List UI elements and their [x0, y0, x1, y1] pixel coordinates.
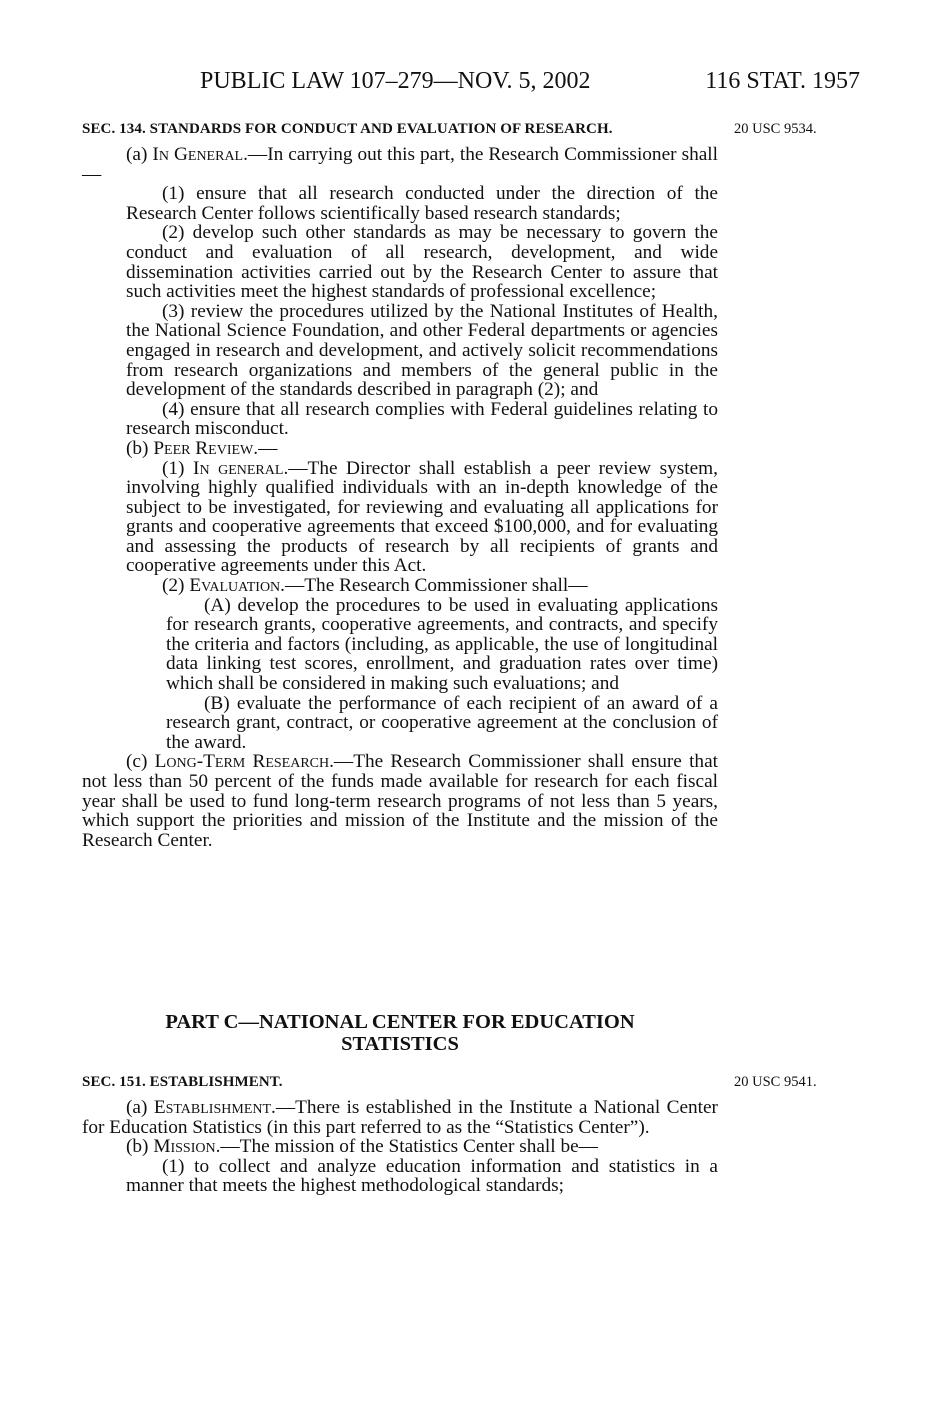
subsection-c: (c) Long-Term Research.—The Research Commissioner shall ensure that not less than 50 percent of the funds made available for research for each fiscal year shall be used to fund long-term research programs of not less than 5 years, which support the priorities and mission of the Institute and the mission of the Research Center. [82, 751, 718, 851]
subsection-a: (a) In General.—In carrying out this part, the Research Commissioner shall— [82, 144, 718, 185]
part-c-heading [82, 1011, 718, 1055]
paragraph-a4: (4) ensure that all research complies with Federal guidelines relating to research misconduct. [126, 398, 718, 440]
part-c-heading-line1: PART C—NATIONAL CENTER FOR EDUCATION [165, 1011, 635, 1033]
subsection-b-paragraphs [82, 459, 718, 596]
section-151-subsection-a: (a) Establishment.—There is established in the Institute a National Center for Education Statistics (in this part referred to as the “Statistics Center”). [82, 1097, 718, 1138]
subsection-b-title: Peer Review [153, 437, 254, 459]
subparagraph-b2B: (B) evaluate the performance of each recipient of an award of a research grant, contract, or cooperative agreement at the conclusion of the award. [166, 692, 718, 753]
subsection-b: (b) Peer Review.— [126, 437, 278, 459]
paragraph-b2-subparagraphs [82, 596, 718, 753]
subsection-a-paragraphs [82, 184, 718, 439]
subsection-c-title: Long-Term Research [154, 751, 330, 773]
subsection-a-title: In General [152, 144, 244, 165]
section-134-body [82, 145, 718, 850]
section-151-paragraph-b1: (1) to collect and analyze education information and statistics in a manner that meets the highest methodological standards; [126, 1155, 718, 1197]
running-header [200, 68, 860, 100]
section-151-body [82, 1098, 718, 1196]
paragraph-b1: (1) In general.—The Director shall establish a peer review system, involving highly qualified individuals with an in-depth knowledge of the subject to be investigated, for reviewing and evaluating all applications for grants and cooperative agreements that exceed $100,000, and for evaluating and assessing the products of research by all recipients of grants and cooperative agreements under this Act. [126, 457, 718, 577]
section-151-subsection-b-paragraphs [82, 1157, 718, 1196]
section-151-margin-note: 20 USC 9541. [734, 1074, 817, 1090]
section-151-heading: SEC. 151. ESTABLISHMENT. [82, 1074, 283, 1090]
paragraph-a3: (3) review the procedures utilized by the National Institutes of Health, the National Science Foundation, and other Federal departments or agencies engaged in research and development, and actively solicit recommendations from research organizations and members of the general public in the development of the standards described in paragraph (2); and [126, 300, 718, 401]
paragraph-a2: (2) develop such other standards as may be necessary to govern the conduct and evaluation of all research, development, and wide dissemination activities carried out by the Research Center to assure that such activities meet the highest standards of professional excellence; [126, 222, 718, 303]
paragraph-a1: (1) ensure that all research conducted under the direction of the Research Center follows scientifically based research standards; [126, 183, 718, 224]
section-134-heading: SEC. 134. STANDARDS FOR CONDUCT AND EVALUATION OF RESEARCH. [82, 121, 613, 137]
section-134-margin-note: 20 USC 9534. [734, 121, 817, 137]
part-c-heading-line2: STATISTICS [341, 1033, 459, 1055]
header-stat-page: 116 STAT. 1957 [705, 68, 860, 94]
subparagraph-b2A: (A) develop the procedures to be used in evaluating applications for research grants, cooperative agreements, and contracts, and specify the criteria and factors (including, as applicable, the use of longitudinal data linking test scores, enrollment, and graduation rates over time) which shall be considered in making such evaluations; and [166, 594, 718, 695]
header-public-law: PUBLIC LAW 107–279—NOV. 5, 2002 [200, 68, 591, 94]
paragraph-b2: (2) Evaluation.—The Research Commissioner shall— [162, 575, 588, 597]
section-151-subsection-b: (b) Mission.—The mission of the Statistics Center shall be— [126, 1136, 598, 1158]
